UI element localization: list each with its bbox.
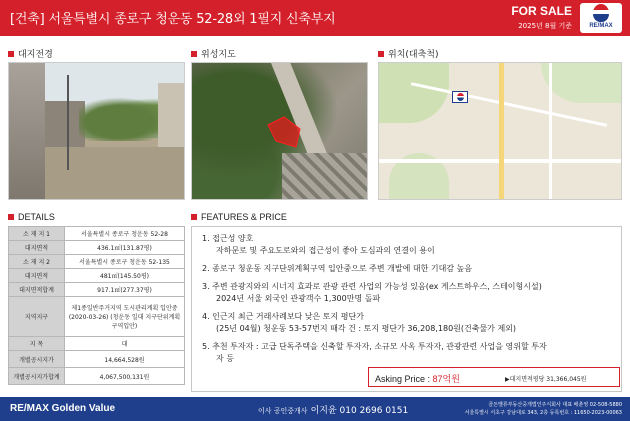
parcel-highlight-marker xyxy=(266,115,306,149)
detail-value: 서울특별시 종로구 청운동 52-28 xyxy=(65,227,185,241)
for-sale-label: FOR SALE xyxy=(511,4,572,18)
detail-key: 개별공시지가합계 xyxy=(9,368,65,385)
office-line-2: 서울특별시 서초구 강남대로 343, 2층 등록번호 : 11650-2023-00063 xyxy=(464,410,622,416)
remax-logo xyxy=(580,3,622,33)
table-row xyxy=(9,269,185,283)
table-row xyxy=(9,337,185,351)
section-bullet-icon xyxy=(378,51,384,57)
details-label: DETAILS xyxy=(8,212,55,222)
agent-role: 이사 공인중개사 xyxy=(258,407,308,415)
detail-key: 지 목 xyxy=(9,337,65,351)
features-price-label: FEATURES & PRICE xyxy=(191,212,287,222)
section-bullet-icon xyxy=(191,51,197,57)
feature-detail: 자 등 xyxy=(216,354,234,363)
detail-value: 14,664,528원 xyxy=(65,351,185,368)
agent-phone: 010 2696 0151 xyxy=(339,406,409,416)
table-row xyxy=(9,368,185,385)
feature-title: 3. 주변 관광지와의 시너지 효과로 관광 관련 사업의 가능성 있음(ex 게스트하우스, 스테이형시설) xyxy=(202,282,542,291)
location-map-image xyxy=(378,62,622,200)
feature-title: 4. 인근지 최근 거래사례보다 낮은 토지 평단가 xyxy=(202,312,364,321)
feature-title: 5. 추천 투자자 : 고급 단독주택을 신축할 투자자, 소규모 사옥 투자자, 관광관련 사업을 영위할 투자 xyxy=(202,342,547,351)
footer-bar xyxy=(0,397,630,421)
header-banner xyxy=(0,0,630,36)
table-row xyxy=(9,297,185,337)
detail-key: 지역지구 xyxy=(9,297,65,337)
feature-detail: (25년 04월) 청운동 53-57번지 때각 건 : 토지 평단가 36,208,180원(건축물가 제외) xyxy=(216,324,517,333)
asking-price-value: 87억원 xyxy=(432,374,460,384)
detail-value: 436.1㎡(131.87평) xyxy=(65,241,185,255)
detail-key: 대지면적 xyxy=(9,241,65,255)
feature-detail: 자하문로 및 주요도로와의 접근성이 좋아 도심과의 연결이 용이 xyxy=(216,246,435,255)
location-pin-icon xyxy=(452,91,468,103)
footer-brand: RE/MAX Golden Value xyxy=(10,403,116,414)
office-info xyxy=(465,401,622,417)
feature-detail: 2024년 서울 외국인 관광객수 1,300만명 돌파 xyxy=(216,294,381,303)
detail-value: 481㎡(145.50평) xyxy=(65,269,185,283)
property-title xyxy=(10,8,335,27)
detail-key: 소 재 지 2 xyxy=(9,255,65,269)
asking-price-label: Asking Price : xyxy=(375,374,433,384)
property-address-title: 서울특별시 종로구 청운동 52-28외 1필지 신축부지 xyxy=(48,12,336,27)
section-bullet-icon xyxy=(8,51,14,57)
detail-key: 개별공시지가 xyxy=(9,351,65,368)
agent-name: 이지윤 xyxy=(310,406,337,416)
remax-balloon-icon xyxy=(593,4,609,22)
street-view-label: 대지전경 xyxy=(8,47,53,60)
table-row xyxy=(9,283,185,297)
detail-key: 대지면적합계 xyxy=(9,283,65,297)
asking-price xyxy=(375,372,460,385)
table-row xyxy=(9,227,185,241)
detail-value: 4,067,500,131원 xyxy=(65,368,185,385)
remax-logo-text: RE/MAX xyxy=(589,23,613,29)
table-row xyxy=(9,241,185,255)
agent-contact xyxy=(258,403,408,416)
feature-title: 1. 접근성 양호 xyxy=(202,234,254,243)
detail-value: 제1종일반주거지역 도시관리계획 입안중(2020-03-26) (청운동 일대 지구단위계획구역입안) xyxy=(65,297,185,337)
detail-value: 917.1㎡(277.37평) xyxy=(65,283,185,297)
satellite-map-image xyxy=(191,62,368,200)
category-tag: [건축] xyxy=(10,12,45,27)
detail-value: 대 xyxy=(65,337,185,351)
table-row xyxy=(9,255,185,269)
asking-price-box xyxy=(368,367,620,387)
details-table xyxy=(8,226,185,385)
table-row xyxy=(9,351,185,368)
detail-key: 소 재 지 1 xyxy=(9,227,65,241)
office-line-1: 골든밸류부동산중개법인주식회사 대표 배춘영 02-508-5880 xyxy=(488,402,622,408)
feature-title: 2. 종로구 청운동 지구단위계획구역 입안중으로 주변 개발에 대한 기대감 높음 xyxy=(202,264,473,273)
section-bullet-icon xyxy=(8,214,14,220)
detail-key: 대지면적 xyxy=(9,269,65,283)
unit-price: ▶대지면적평당 31,366,045원 xyxy=(505,376,587,383)
detail-value: 서울특별시 종로구 청운동 52-135 xyxy=(65,255,185,269)
satellite-map-label: 위성지도 xyxy=(191,47,236,60)
section-bullet-icon xyxy=(191,214,197,220)
reference-date: 2025년 8월 기준 xyxy=(518,22,572,30)
street-view-photo xyxy=(8,62,185,200)
location-map-label: 위치(대축척) xyxy=(378,47,439,60)
